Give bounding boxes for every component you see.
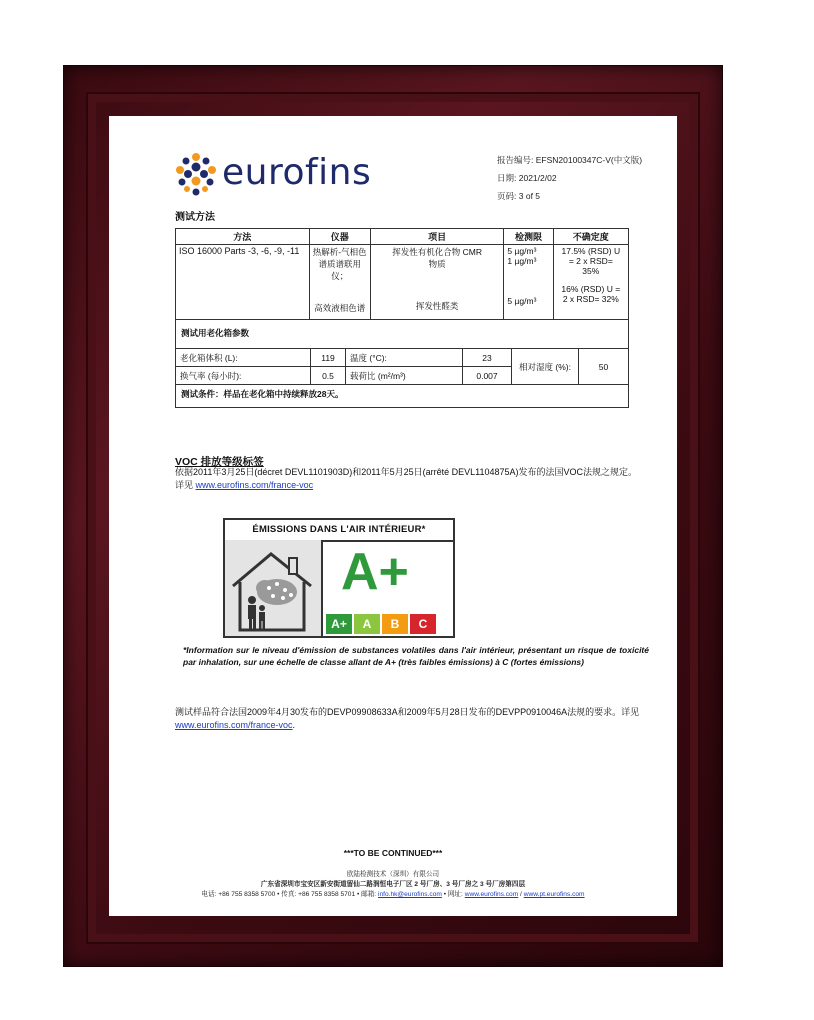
volume-label: 老化箱体积 (L):	[176, 349, 311, 367]
method-cell: ISO 16000 Parts -3, -6, -9, -11	[176, 245, 310, 320]
volume-value: 119	[311, 349, 346, 367]
item-cell: 挥发性有机化合物 CMR物质 挥发性醛类	[370, 245, 504, 320]
rh-label: 相对湿度 (%):	[512, 349, 579, 385]
class-chip: A	[354, 614, 380, 634]
emission-note: *Information sur le niveau d'émission de substances volatiles dans l'air intérieur, présentant un risque de toxicité par inhalation, sur une échelle de classe allant de A+ (très faibles émissions) à C (fortes émissions)	[183, 645, 649, 667]
loading-label: 载荷比 (m²/m³)	[346, 367, 463, 385]
emission-label-heading: ÉMISSIONS DANS L'AIR INTÉRIEUR*	[225, 520, 453, 542]
instrument-cell: 热解析-气相色谱质谱联用仪； 高效液相色谱	[309, 245, 370, 320]
footer-web-link-pt[interactable]: www.pt.eurofins.com	[523, 891, 585, 898]
voc-link[interactable]: www.eurofins.com/france-voc	[195, 480, 314, 490]
col-item: 项目	[370, 229, 504, 245]
emission-grade: A+	[341, 543, 409, 601]
temp-value: 23	[463, 349, 512, 367]
certificate-page	[109, 116, 677, 916]
footer-email-link[interactable]: info.hk@eurofins.com	[377, 891, 442, 898]
house-figure-icon	[225, 540, 321, 636]
to-be-continued: ***TO BE CONTINUED***	[343, 848, 443, 858]
col-uncertainty: 不确定度	[553, 229, 628, 245]
methods-table	[175, 228, 629, 320]
air-value: 0.5	[311, 367, 346, 385]
voc-paragraph: 依据2011年3月25日(décret DEVL1101903D)和2011年5月25日(arrêté DEVL1104875A)发布的法国VOC法规之规定。详见 www.eurofins.com/france-voc	[175, 467, 638, 490]
limit-cell: 5 µg/m³ 1 µg/m³ 5 µg/m³	[504, 245, 553, 320]
aging-row-1	[176, 349, 629, 367]
col-limit: 检测限	[504, 229, 553, 245]
aging-table	[175, 348, 629, 385]
methods-row	[176, 245, 629, 320]
aging-title: 测试用老化箱参数	[181, 328, 250, 338]
rh-value: 50	[579, 349, 629, 385]
report-number: 报告编号: EFSN20100347C-V(中文版)	[497, 155, 643, 165]
report-date: 日期: 2021/2/02	[497, 173, 557, 183]
uncertainty-cell: 17.5% (RSD) U = 2 x RSD= 35% 16% (RSD) U = 2 x RSD= 32%	[553, 245, 628, 320]
loading-value: 0.007	[463, 367, 512, 385]
class-chip: C	[410, 614, 436, 634]
conformity-link[interactable]: www.eurofins.com/france-voc	[175, 720, 293, 730]
class-chip: A+	[326, 614, 352, 634]
footer-web-link[interactable]: www.eurofins.com	[464, 891, 519, 898]
voc-title: VOC 排放等级标签	[175, 456, 264, 468]
class-chip: B	[382, 614, 408, 634]
footer-address: 广东省深圳市宝安区新安街道留仙二路润恒电子厂区 2 号厂房、3 号厂房之 3 号厂房第四层	[260, 881, 526, 888]
col-instrument: 仪器	[309, 229, 370, 245]
logo-wordmark: eurofins	[222, 152, 372, 193]
temp-label: 温度 (°C):	[346, 349, 463, 367]
footer-contact: 电话: +86 755 8358 5700 • 传真: +86 755 8358 5701 • 邮箱: info.hk@eurofins.com • 网址: www.eurofins.com / www.pt.eurofins.com	[201, 891, 585, 898]
methods-header-row	[176, 229, 629, 245]
house-icon	[225, 540, 323, 636]
page-number: 页码: 3 of 5	[497, 191, 541, 201]
col-method: 方法	[176, 229, 310, 245]
air-label: 换气率 (每小时):	[176, 367, 311, 385]
conformity-paragraph: 测试样品符合法国2009年4月30发布的DEVP09908633A和2009年5月28日发布的DEVPP0910046A法规的要求。详见www.eurofins.com/france-voc.	[175, 707, 640, 730]
eurofins-logo-icon	[174, 152, 218, 196]
methods-title: 测试方法	[175, 212, 215, 223]
test-condition: 测试条件：样品在老化箱中持续释放28天。	[181, 389, 344, 399]
emission-label	[223, 518, 455, 638]
footer-company: 欧陆检测技术（深圳）有限公司	[346, 871, 440, 878]
